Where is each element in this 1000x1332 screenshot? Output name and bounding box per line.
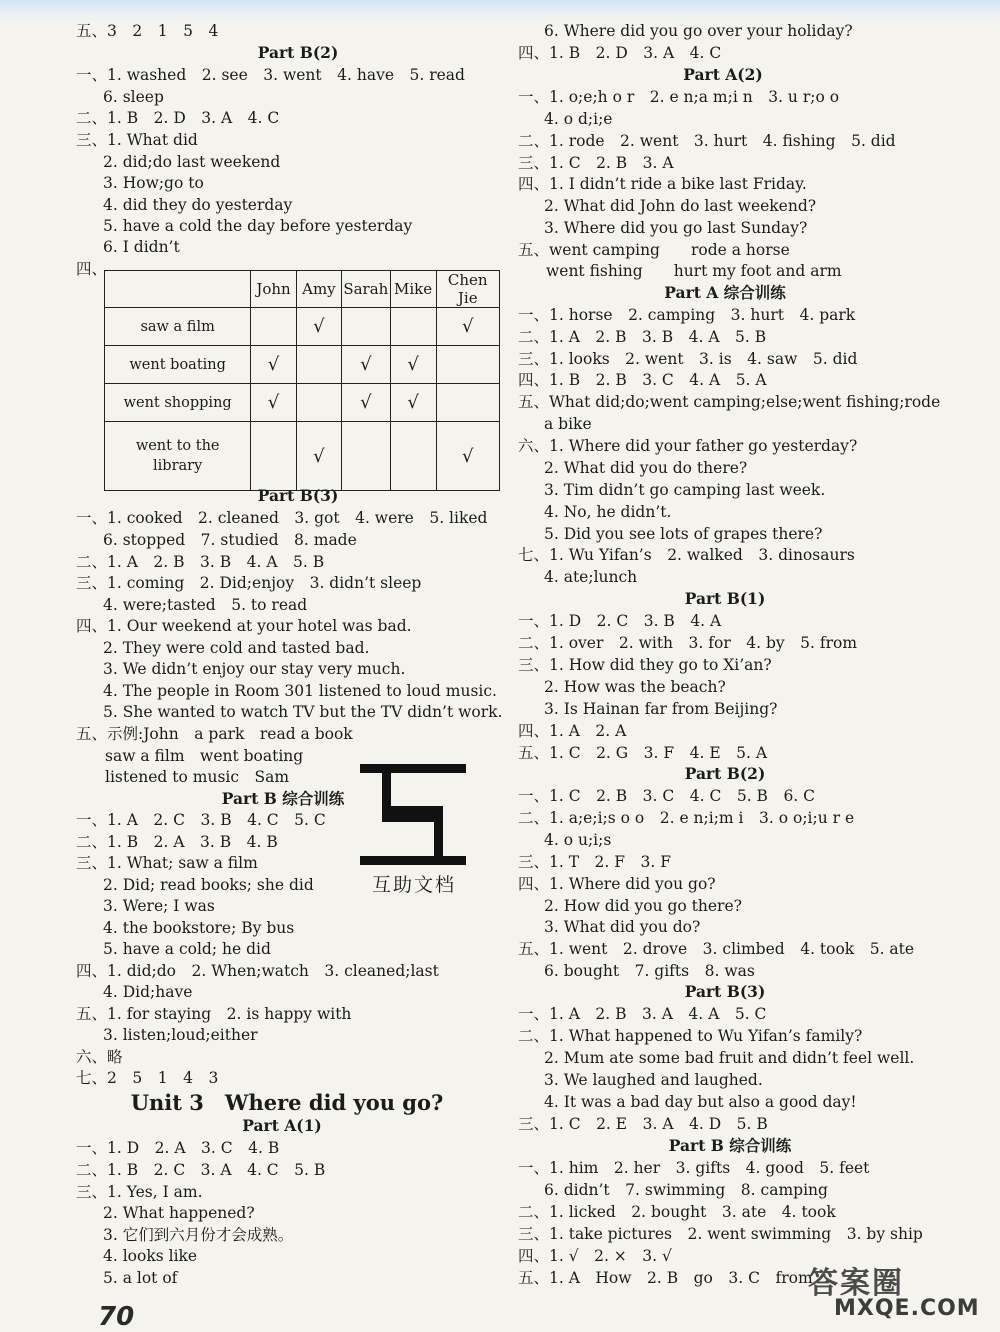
answer-line: 一、1. cooked 2. cleaned 3. got 4. were 5. liked — [76, 509, 488, 527]
check-cell: √ — [390, 384, 436, 422]
section-heading: Part B(3) — [257, 486, 339, 505]
answer-line: 5. She wanted to watch TV but the TV didn’t work. — [103, 703, 503, 721]
answer-line: 五、1. C 2. G 3. F 4. E 5. A — [518, 744, 768, 762]
answer-line: 五、1. went 2. drove 3. climbed 4. took 5. ate — [518, 940, 915, 958]
answer-line: 3. Tim didn’t go camping last week. — [544, 481, 826, 499]
answer-line: 三、1. What; saw a film — [76, 854, 258, 872]
check-cell: √ — [436, 422, 499, 491]
answer-line: 3. How;go to — [103, 174, 204, 192]
answer-line: 四、1. B 2. B 3. C 4. A 5. A — [518, 371, 767, 389]
answer-line: 七、2 5 1 4 3 — [76, 1069, 219, 1087]
answer-line: 二、1. over 2. with 3. for 4. by 5. from — [518, 634, 858, 652]
row-label: went shopping — [105, 384, 251, 422]
check-cell: √ — [436, 308, 499, 346]
table-header-chen-jie: Chen Jie — [436, 271, 499, 308]
check-cell — [251, 308, 296, 346]
answer-line: 6. didn’t 7. swimming 8. camping — [544, 1181, 828, 1199]
answer-line: 6. Where did you go over your holiday? — [544, 22, 853, 40]
section-heading: Part A(1) — [242, 1116, 322, 1135]
answer-line: 5. have a cold the day before yesterday — [103, 217, 413, 235]
answer-line: 二、1. B 2. C 3. A 4. C 5. B — [76, 1161, 326, 1179]
answer-line: 2. Mum ate some bad fruit and didn’t feel well. — [544, 1049, 915, 1067]
answer-line: 二、1. B 2. A 3. B 4. B — [76, 833, 278, 851]
answer-line: 3. Were; I was — [103, 897, 215, 915]
answer-line: 一、1. C 2. B 3. C 4. C 5. B 6. C — [518, 787, 816, 805]
answer-line: 6. stopped 7. studied 8. made — [103, 531, 357, 549]
table-header-amy: Amy — [296, 271, 341, 308]
check-cell: √ — [251, 346, 296, 384]
watermark-text: MXQE.COM — [834, 1296, 980, 1321]
answer-line: 三、1. What did — [76, 131, 198, 149]
check-cell — [390, 308, 436, 346]
answer-line: 4. looks like — [103, 1247, 198, 1265]
answer-line: 四、1. A 2. A — [518, 722, 627, 740]
answer-line: 3. We didn’t enjoy our stay very much. — [103, 660, 406, 678]
answer-line: 一、1. A 2. B 3. A 4. A 5. C — [518, 1005, 767, 1023]
answer-line: 4. were;tasted 5. to read — [103, 596, 308, 614]
answer-line: 一、1. horse 2. camping 3. hurt 4. park — [518, 306, 856, 324]
answer-line: 四、 — [76, 260, 108, 278]
answer-line: 4. No, he didn’t. — [544, 503, 672, 521]
check-cell — [390, 422, 436, 491]
table-header-sarah: Sarah — [342, 271, 391, 308]
logo-glyph-icon — [354, 762, 474, 868]
watermark — [788, 1258, 998, 1324]
answer-line: 2. They were cold and tasted bad. — [103, 639, 370, 657]
table-corner-cell — [105, 271, 251, 308]
row-label: went boating — [105, 346, 251, 384]
answer-line: 六、1. Where did your father go yesterday? — [518, 437, 858, 455]
answer-line: 二、1. A 2. B 3. B 4. A 5. B — [518, 328, 767, 346]
answer-line: 3. What did you do? — [544, 918, 701, 936]
answer-line: 3. 它们到六月份才会成熟。 — [103, 1226, 294, 1244]
answer-line: 4. the bookstore; By bus — [103, 919, 295, 937]
answer-line: went fishing hurt my foot and arm — [546, 262, 842, 280]
check-cell — [296, 384, 341, 422]
answer-line: a bike — [544, 415, 592, 433]
answer-line: 5. have a cold; he did — [103, 940, 271, 958]
row-label: saw a film — [105, 308, 251, 346]
table-row — [105, 308, 500, 346]
watermark-title: 答案圈 — [808, 1266, 904, 1301]
answer-line: 4. ate;lunch — [544, 568, 638, 586]
answer-line: 三、1. C 2. E 3. A 4. D 5. B — [518, 1115, 768, 1133]
answer-line: 二、1. What happened to Wu Yifan’s family? — [518, 1027, 863, 1045]
answer-line: 二、1. A 2. B 3. B 4. A 5. B — [76, 553, 325, 571]
answer-line: 一、1. D 2. A 3. C 4. B — [76, 1139, 280, 1157]
section-heading: Part A(2) — [683, 65, 763, 84]
answer-line: 3. We laughed and laughed. — [544, 1071, 763, 1089]
answer-line: 二、1. B 2. D 3. A 4. C — [76, 109, 280, 127]
answer-line: 一、1. o;e;h o r 2. e n;a m;i n 3. u r;o o — [518, 88, 840, 106]
answer-line: 五、3 2 1 5 4 — [76, 22, 219, 40]
huzhu-logo — [354, 762, 474, 908]
section-heading: Part B 综合训练 — [221, 789, 345, 808]
unit-title: Unit 3 Where did you go? — [130, 1090, 444, 1115]
answer-line: 5. a lot of — [103, 1269, 178, 1287]
answer-line: 一、1. A 2. C 3. B 4. C 5. C — [76, 811, 326, 829]
answer-line: 二、1. rode 2. went 3. hurt 4. fishing 5. did — [518, 132, 896, 150]
answer-line: 4. o u;i;s — [544, 831, 612, 849]
check-cell: √ — [296, 422, 341, 491]
top-decoration-band — [0, 0, 1000, 22]
answer-line: 2. What happened? — [103, 1204, 255, 1222]
check-cell — [436, 384, 499, 422]
section-heading: Part A 综合训练 — [664, 283, 786, 302]
answer-line: 2. What did John do last weekend? — [544, 197, 817, 215]
answer-line: 三、1. Yes, I am. — [76, 1183, 203, 1201]
answer-line: 4. o d;i;e — [544, 110, 613, 128]
answer-line: 一、1. washed 2. see 3. went 4. have 5. read — [76, 66, 465, 84]
answer-line: 2. did;do last weekend — [103, 153, 281, 171]
answer-line: 七、1. Wu Yifan’s 2. walked 3. dinosaurs — [518, 546, 855, 564]
check-cell: √ — [296, 308, 341, 346]
answer-line: 三、1. C 2. B 3. A — [518, 154, 674, 172]
answer-line: 三、1. How did they go to Xi’an? — [518, 656, 772, 674]
page-number: 70 — [98, 1302, 135, 1332]
answer-line: 五、What did;do;went camping;else;went fishing;rode — [518, 393, 941, 411]
answer-line: 四、1. √ 2. × 3. √ — [518, 1247, 672, 1265]
check-cell: √ — [342, 346, 391, 384]
answer-line: 2. What did you do there? — [544, 459, 748, 477]
row-label: went to the library — [105, 422, 251, 491]
table-header-row — [105, 271, 500, 308]
check-cell: √ — [390, 346, 436, 384]
answer-line: 2. How did you go there? — [544, 897, 742, 915]
answer-line: 6. I didn’t — [103, 238, 180, 256]
check-cell — [436, 346, 499, 384]
answer-line: 四、1. I didn’t ride a bike last Friday. — [518, 175, 807, 193]
answer-line: 二、1. licked 2. bought 3. ate 4. took — [518, 1203, 836, 1221]
answer-line: 五、1. for staying 2. is happy with — [76, 1005, 352, 1023]
answer-line: 二、1. a;e;i;s o o 2. e n;i;m i 3. o o;i;u r e — [518, 809, 855, 827]
table-header-john: John — [251, 271, 296, 308]
answer-line: 三、1. coming 2. Did;enjoy 3. didn’t sleep — [76, 574, 422, 592]
answer-line: 4. Did;have — [103, 983, 193, 1001]
check-cell — [251, 422, 296, 491]
answer-line: 五、1. A How 2. B go 3. C from — [518, 1269, 813, 1287]
answer-line: 5. Did you see lots of grapes there? — [544, 525, 823, 543]
check-cell: √ — [342, 384, 391, 422]
answer-line: 一、1. D 2. C 3. B 4. A — [518, 612, 722, 630]
answer-line: 四、1. Where did you go? — [518, 875, 716, 893]
answer-line: 6. bought 7. gifts 8. was — [544, 962, 755, 980]
check-cell — [296, 346, 341, 384]
answer-line: 4. The people in Room 301 listened to loud music. — [103, 682, 497, 700]
answer-line: 三、1. looks 2. went 3. is 4. saw 5. did — [518, 350, 858, 368]
answer-line: listened to music Sam — [105, 768, 290, 786]
answer-line: 四、1. did;do 2. When;watch 3. cleaned;last — [76, 962, 439, 980]
table-row — [105, 422, 500, 491]
answer-line: 2. Did; read books; she did — [103, 876, 314, 894]
check-cell: √ — [251, 384, 296, 422]
answer-line: 3. Is Hainan far from Beijing? — [544, 700, 778, 718]
logo-text: 互助文档 — [371, 874, 456, 896]
answer-line: 3. Where did you go last Sunday? — [544, 219, 808, 237]
answer-line: 2. How was the beach? — [544, 678, 726, 696]
check-cell — [342, 422, 391, 491]
table-header-mike: Mike — [390, 271, 436, 308]
answer-line: saw a film went boating — [105, 747, 304, 765]
answer-line: 一、1. him 2. her 3. gifts 4. good 5. feet — [518, 1159, 870, 1177]
table-row — [105, 346, 500, 384]
section-heading: Part B 综合训练 — [668, 1136, 792, 1155]
answer-line: 三、1. T 2. F 3. F — [518, 853, 671, 871]
answer-line: 四、1. Our weekend at your hotel was bad. — [76, 617, 412, 635]
section-heading: Part B(2) — [257, 43, 339, 62]
answer-line: 五、示例:John a park read a book — [76, 725, 353, 743]
answer-line: 3. listen;loud;either — [103, 1026, 258, 1044]
activity-table — [104, 270, 500, 491]
section-heading: Part B(3) — [684, 982, 766, 1001]
answer-line: 4. did they do yesterday — [103, 196, 293, 214]
check-cell — [342, 308, 391, 346]
answer-line: 三、1. take pictures 2. went swimming 3. by ship — [518, 1225, 923, 1243]
answer-line: 6. sleep — [103, 88, 164, 106]
answer-line: 四、1. B 2. D 3. A 4. C — [518, 44, 722, 62]
section-heading: Part B(2) — [684, 764, 766, 783]
table-row — [105, 384, 500, 422]
section-heading: Part B(1) — [684, 589, 766, 608]
answer-line: 五、went camping rode a horse — [518, 241, 790, 259]
answer-line: 4. It was a bad day but also a good day! — [544, 1093, 857, 1111]
answer-line: 六、略 — [76, 1048, 123, 1066]
